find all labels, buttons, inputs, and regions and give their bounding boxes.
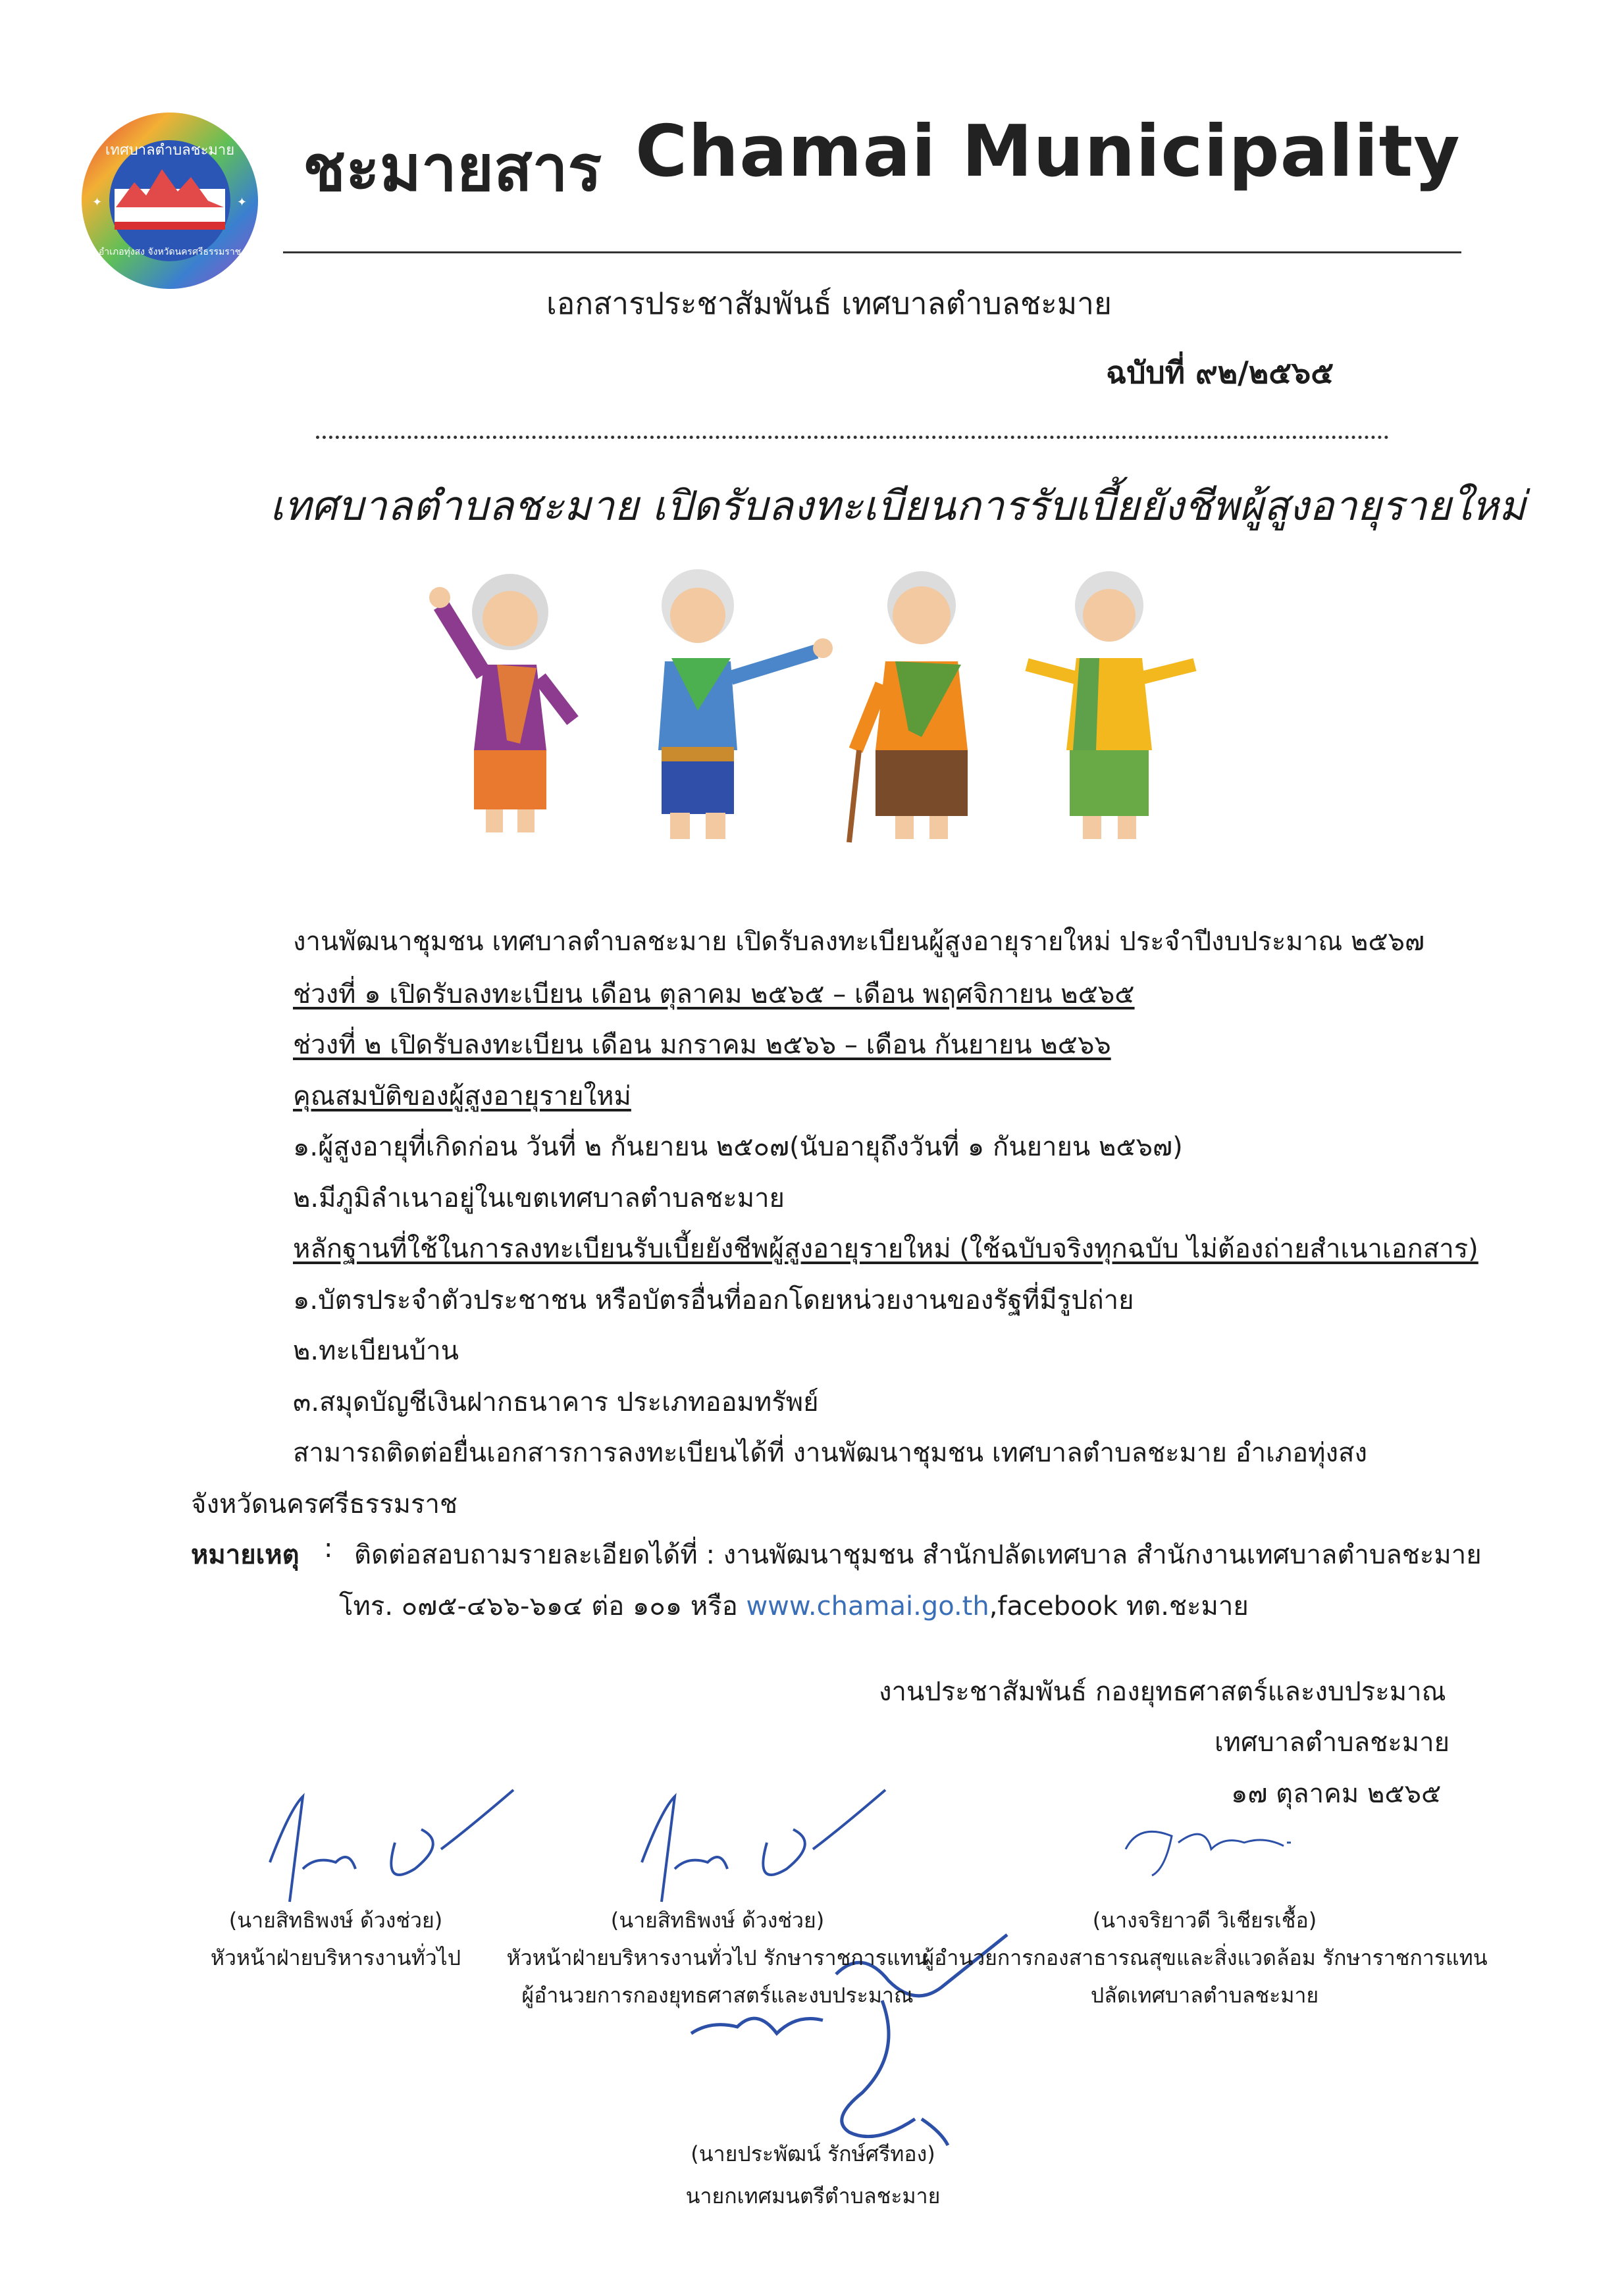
document-type: เอกสารประชาสัมพันธ์ เทศบาลตำบลชะมาย — [546, 286, 1112, 321]
signatory-1-title: หัวหน้าฝ่ายบริหารงานทั่วไป — [210, 1945, 461, 1970]
signatory-2-title-1: หัวหน้าฝ่ายบริหารงานทั่วไป รักษาราชการแทน — [506, 1945, 929, 1970]
signatory-2-name: (นายสิทธิพงษ์ ด้วงช่วย) — [610, 1908, 825, 1933]
brand-thai-title: ชะมายสาร — [303, 132, 602, 205]
intro-text: งานพัฒนาชุมชน เทศบาลตำบลชะมาย เปิดรับลงทะเบียนผู้สูงอายุรายใหม่ ประจำปีงบประมาณ ๒๕๖๗ — [293, 927, 1425, 957]
brand-english-title: Chamai Municipality — [635, 111, 1461, 193]
header-divider — [283, 251, 1461, 253]
signatory-3-name: (นางจริยาวดี วิเชียรเชื้อ) — [1092, 1908, 1317, 1933]
note-text: ติดต่อสอบถามรายละเอียดได้ที่ : งานพัฒนาชุมชน สำนักปลัดเทศบาล สำนักงานเทศบาลตำบลชะมาย — [354, 1540, 1482, 1570]
note-label: หมายเหตุ — [191, 1540, 300, 1570]
document-1: ๑.บัตรประจำตัวประชาชน หรือบัตรอื่นที่ออกโดยหน่วยงานของรัฐที่มีรูปถ่าย — [293, 1285, 1134, 1315]
note-phone: โทร. ๐๗๕-๔๖๖-๖๑๔ ต่อ ๑๐๑ หรือ — [339, 1591, 738, 1621]
signatory-4-name: (นายประพัฒน์ รักษ์ศรีทอง) — [691, 2141, 935, 2166]
dotted-divider — [316, 436, 1389, 439]
website-link[interactable]: www.chamai.go.th — [746, 1591, 989, 1621]
note-separator: : — [324, 1533, 333, 1564]
signatory-1-name: (นายสิทธิพงษ์ ด้วงช่วย) — [228, 1908, 443, 1933]
signature-2 — [622, 1770, 899, 1915]
issue-date: ๑๗ ตุลาคม ๒๕๖๕ — [1231, 1779, 1442, 1809]
document-3: ๓.สมุดบัญชีเงินฝากธนาคาร ประเภทออมทรัพย์ — [293, 1387, 819, 1417]
elderly-woman-purple — [429, 574, 573, 832]
elderly-illustration — [421, 553, 1270, 862]
signatory-2-title-2: ผู้อำนวยการกองยุทธศาสตร์และงบประมาณ — [521, 1983, 914, 2008]
documents-heading: หลักฐานที่ใช้ในการลงทะเบียนรับเบี้ยยังชีพผู้สูงอายุรายใหม่ (ใช้ฉบับจริงทุกฉบับ ไม่ต้องถ่ายสำเนาเอกสาร) — [293, 1234, 1478, 1264]
elderly-man-blue — [658, 569, 833, 839]
elderly-woman-yellow — [1027, 571, 1195, 839]
issue-number: ฉบับที่ ๙๒/๒๕๖๕ — [1106, 355, 1334, 390]
elderly-woman-orange — [849, 571, 968, 842]
qualifications-heading: คุณสมบัติของผู้สูงอายุรายใหม่ — [293, 1081, 631, 1111]
contact-line-1: สามารถติดต่อยื่นเอกสารการลงทะเบียนได้ที่ งานพัฒนาชุมชน เทศบาลตำบลชะมาย อำเภอทุ่งสง — [293, 1438, 1367, 1468]
svg-text:✦: ✦ — [92, 195, 103, 209]
signature-3 — [1112, 1797, 1310, 1882]
registration-period-2: ช่วงที่ ๒ เปิดรับลงทะเบียน เดือน มกราคม ๒๕๖๖ – เดือน กันยายน ๒๕๖๖ — [293, 1030, 1111, 1060]
registration-period-1: ช่วงที่ ๑ เปิดรับลงทะเบียน เดือน ตุลาคม ๒๕๖๕ – เดือน พฤศจิกายน ๒๕๖๕ — [293, 979, 1135, 1009]
logo-top-text: เทศบาลตำบลชะมาย — [105, 142, 235, 159]
signatory-4-title: นายกเทศมนตรีตำบลชะมาย — [685, 2183, 941, 2208]
svg-text:✦: ✦ — [237, 195, 248, 209]
logo-bottom-text: อำเภอทุ่งสง จังหวัดนครศรีธรรมราช — [98, 247, 242, 257]
issuing-department: งานประชาสัมพันธ์ กองยุทธศาสตร์และงบประมาณ — [879, 1677, 1446, 1707]
headline: เทศบาลตำบลชะมาย เปิดรับลงทะเบียนการรับเบี้ยยังชีพผู้สูงอายุรายใหม่ — [270, 482, 1527, 530]
contact-line-2: จังหวัดนครศรีธรรมราช — [191, 1489, 458, 1519]
signatory-3-title-1: ผู้อำนวยการกองสาธารณสุขและสิ่งแวดล้อม รักษาราชการแทน — [922, 1945, 1488, 1970]
municipality-logo — [78, 109, 262, 293]
signature-1 — [250, 1770, 527, 1915]
facebook-text: ,facebook ทต.ชะมาย — [989, 1591, 1249, 1621]
note-contact — [339, 1585, 1249, 1627]
issuing-organization: เทศบาลตำบลชะมาย — [1215, 1727, 1450, 1758]
qualification-2: ๒.มีภูมิลำเนาอยู่ในเขตเทศบาลตำบลชะมาย — [293, 1183, 785, 1213]
document-2: ๒.ทะเบียนบ้าน — [293, 1336, 459, 1366]
qualification-1: ๑.ผู้สูงอายุที่เกิดก่อน วันที่ ๒ กันยายน ๒๕๐๗(นับอายุถึงวันที่ ๑ กันยายน ๒๕๖๗) — [293, 1132, 1183, 1162]
signatory-3-title-2: ปลัดเทศบาลตำบลชะมาย — [1090, 1983, 1319, 2008]
